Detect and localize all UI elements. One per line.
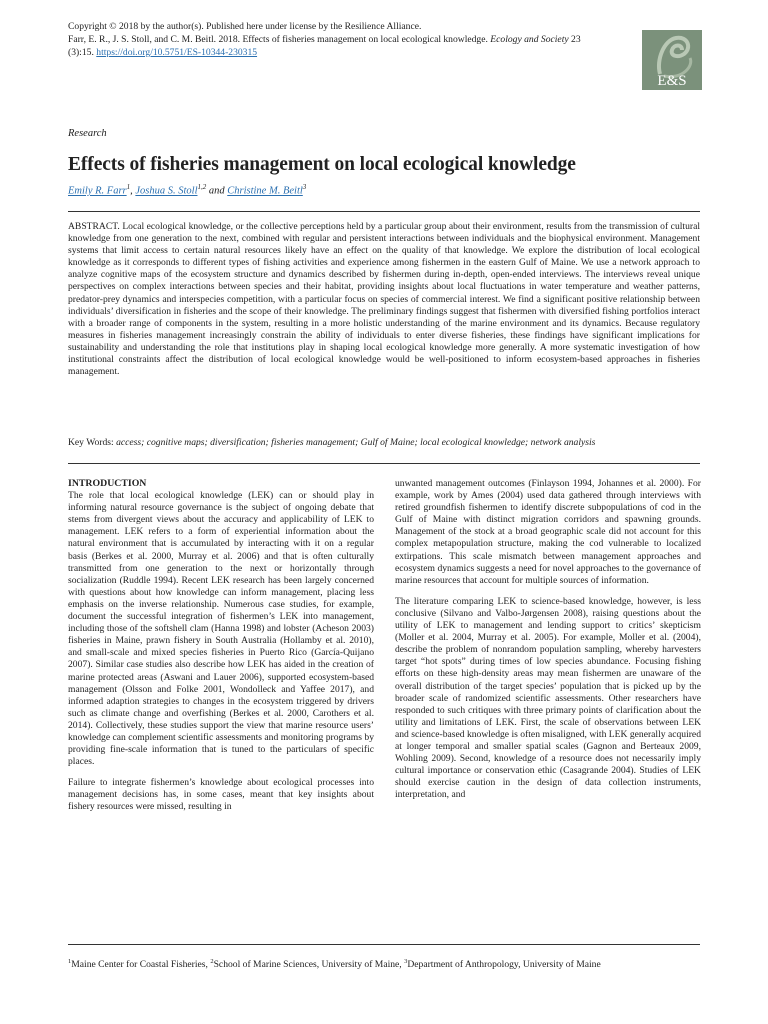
article-title: Effects of fisheries management on local ecological knowledge [68, 154, 576, 175]
body-paragraph: Failure to integrate fishermen’s knowledge about ecological processes into management decisions has, in some cases, meant that key insights about fishery resources were missed, resulting in [68, 777, 374, 813]
footnote-sup: 2 [210, 958, 214, 965]
footnote-sup: 3 [404, 958, 408, 965]
author-link[interactable]: Joshua S. Stoll [135, 185, 198, 197]
left-column [68, 478, 374, 823]
keywords [68, 437, 700, 449]
author-separator: , [130, 185, 133, 197]
abstract [68, 221, 700, 378]
body-paragraph: The literature comparing LEK to science-based knowledge, however, is less conclusive (Silvano and Valbo-Jørgensen 2008), raising questions about the utility of LEK to management and lending support to critics’ skepticism (Moller et al. 2004, Murray et al. 2005). For example, Moller et al. (2004), describe the problem of nonrandom population sampling, whereby harvesters target “hot spots” during times of low species abundance. Focusing fishing efforts on these high-density areas may mean fishermen are unaware of the overall distribution of the target species’ population that is picked up by the broader scale of randomized scientific assessments. Other researchers have responded to such critiques with three primary points of clarification about the utility and limitations of LEK. First, the scale of observations between LEK and science-based knowledge is often misaligned, with LEK generally acquired at longer temporal and smaller spatial scales (Gagnon and Berteaux 2009, Wohling 2009). Second, knowledge of a resource does not necessarily imply cultural importance or conservation ethic (Casagrande 2004). Studies of LEK should exercise caution in the design of data collection instruments, interpretation, and [395, 595, 701, 801]
abstract-label: ABSTRACT. [68, 221, 120, 232]
footnote-divider [68, 944, 700, 945]
right-column [395, 478, 701, 810]
abstract-text: Local ecological knowledge, or the collective perceptions held by a particular group about their environment, results from the transmission of cultural knowledge from one generation to the next, combined with regular and persistent interactions between individuals and the biophysical environment. Management systems that limit access to certain natural resources likely have an effect on the quality of that knowledge. We explore the distribution of local ecological knowledge as it corresponds to different types of fishing activities and experience among fishermen in the eastern Gulf of Maine. We use a network approach to analyze cognitive maps of the ecosystem structure and dynamics described by fishermen during in-depth, open-ended interviews. The interviews reveal unique perspectives on complex interactions between species and their habitat, providing insights about local fluctuations in water temperature and weather patterns, predator-prey dynamics and interspecies competition, with a particular focus on species of commercial interest. We find a significant positive relationship between individuals’ diversification in fisheries and the scope of their knowledge. The preliminary findings suggest that fishermen with diversified fishing portfolios interact with a broader range of components in the system, resulting in a more holistic understanding of the marine environment and its dynamics. Because regulatory measures in fisheries management increasingly constrain the ability of individuals to enter diverse fisheries, these findings have significant implications for sustainability and understanding the role that institutions play in shaping local ecological knowledge more generally. A more systematic investigation of how institutional constraints affect the distribution of local ecological knowledge would be well-positioned to inform ecosystem-based approaches in fisheries management. [68, 221, 700, 378]
keywords-values: access; cognitive maps; diversification; fisheries management; Gulf of Maine; local ecological knowledge; network analysis [116, 437, 596, 448]
affiliation: School of Marine Sciences, University of Maine, [213, 959, 402, 971]
section-label: Research [68, 128, 107, 139]
copyright-line: Copyright © 2018 by the author(s). Published here under license by the Resilience Alliance. [68, 21, 422, 32]
affiliations-footnote [68, 958, 601, 970]
affiliation: Maine Center for Coastal Fisheries, [71, 959, 208, 971]
journal-logo [642, 30, 702, 90]
journal-volume: 23 [571, 34, 581, 45]
citation-line-2 [68, 46, 636, 59]
author-affiliation: 1 [126, 183, 131, 191]
divider-top [68, 211, 700, 212]
citation-line [68, 33, 636, 46]
issue-pages: (3):15. [68, 47, 94, 58]
author-list [68, 183, 306, 197]
author-affiliation: 3 [302, 183, 307, 191]
journal-name: Ecology and Society [490, 34, 569, 45]
author-link[interactable]: Emily R. Farr [68, 185, 127, 197]
body-paragraph: The role that local ecological knowledge (LEK) can or should play in informing natural resource governance is the subject of ongoing debate that stems from divergent views about the accuracy and applicability of LEK to management. LEK refers to a form of experiential information about the natural environment that is accumulated by interacting with it on a regular basis (Berkes et al. 2000, Murray et al. 2006) and that is often culturally transmitted from one generation to the next or horizontally through socialization (Ruddle 1994). Recent LEK research has been largely concerned with questions about how knowledge can inform management, placing less emphasis on the inverse relationship. Numerous case studies, for example, document the successful integration of fishermen’s LEK into management, including those of the softshell clam (Hanna 1998) and lobster (Acheson 2003) fisheries in Maine, prawn fishery in South Australia (Hollamby et al. 2010), and small-scale and mixed species fisheries in Puerto Rico (García-Quijano 2007). Similar case studies also describe how LEK has aided in the creation of marine protected areas (Aswani and Lauer 2006), supported ecosystem-based management (Olsson and Folke 2001, Wondolleck and Yaffee 2017), and informed adaption strategies to changes in the ecosystem triggered by drivers such as climate change and overfishing (Berkes et al. 2000, Carothers et al. 2014). Collectively, these studies support the view that marine resource users’ knowledge can complement scientific assessments and monitoring programs by providing fine-scale information that is tuned to the particulars of specific places. [68, 490, 374, 768]
divider-mid [68, 463, 700, 464]
affiliation: Department of Anthropology, University of Maine [407, 959, 601, 971]
author-separator: and [208, 185, 225, 197]
author-affiliation: 1,2 [197, 183, 207, 191]
section-heading: INTRODUCTION [68, 478, 147, 489]
body-paragraph: unwanted management outcomes (Finlayson 1994, Johannes et al. 2000). For example, work by Ames (2004) used data gathered through interviews with retired groundfish fishermen to identify discrete subpopulations of cod in the Gulf of Maine with distinct migration corridors and spawning grounds. Management of the stock at a broad geographic scale did not account for this complex metapopulation structure, making the cod vulnerable to localized extirpations. This scale mismatch between management approaches and ecosystem dynamics suggests a need for novel approaches to the governance of marine resources that account for multiple sources of information. [395, 478, 701, 586]
citation-text: Farr, E. R., J. S. Stoll, and C. M. Beitl. 2018. Effects of fisheries management on local ecological knowledge. [68, 34, 488, 45]
keywords-label: Key Words: [68, 437, 114, 448]
author-link[interactable]: Christine M. Beitl [227, 185, 303, 197]
footnote-sup: 1 [68, 958, 72, 965]
citation-header [68, 20, 636, 59]
logo-text: E&S [657, 73, 687, 89]
doi-link[interactable]: https://doi.org/10.5751/ES-10344-230315 [96, 47, 258, 58]
